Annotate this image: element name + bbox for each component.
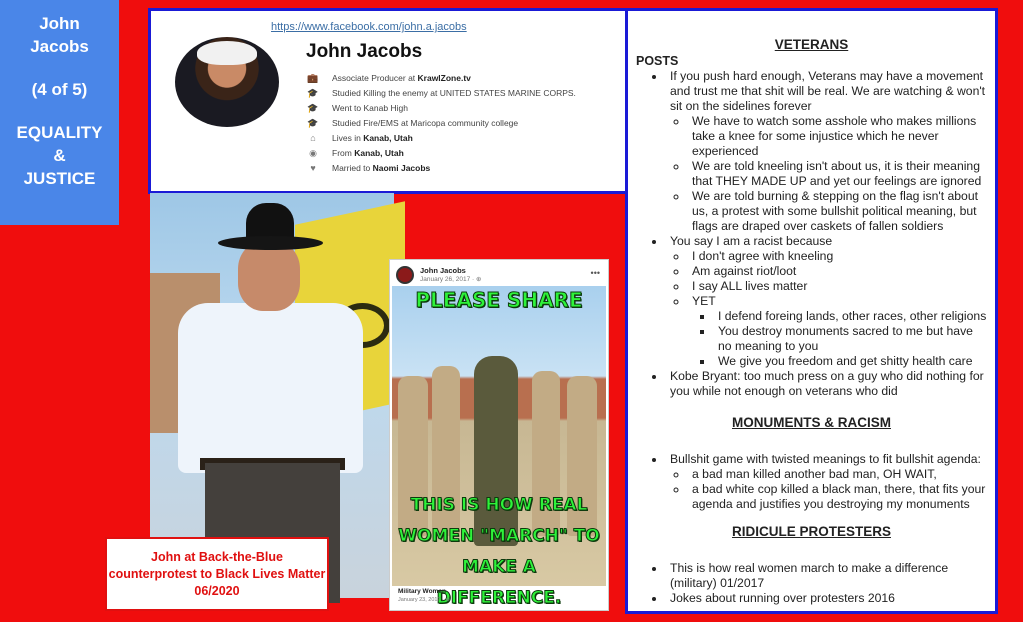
fact-lives-in: ⌂ Lives in Kanab, Utah (306, 133, 576, 143)
graduation-cap-icon: 🎓 (307, 118, 319, 128)
photo-caption: John at Back-the-Blue counterprotest to Black Lives Matter 06/2020 (105, 537, 329, 611)
theme-label: EQUALITY & JUSTICE (16, 123, 103, 188)
more-options-icon[interactable]: ••• (590, 268, 600, 278)
list-item: • You say I am a racist because ◦ I don't agree with kneeling ◦ Am against riot/loot ◦ I say ALL lives matter ◦ YET ▪ I defend foreing lands, other races, other religions ▪ You destroy monuments sacred to me but have no meaning to you ▪ We give you freedom and get shitty health care (666, 234, 987, 369)
heart-icon: ♥ (310, 163, 316, 173)
profile-avatar (175, 37, 279, 127)
post-date: January 26, 2017 · ⊕ (420, 276, 482, 283)
post-top-text: PLEASE SHARE (415, 288, 583, 312)
fact-education-usmc: 🎓 Studied Killing the enemy at UNITED STATES MARINE CORPS. (307, 88, 576, 98)
list-item: ▪ We give you freedom and get shitty health care (714, 354, 987, 369)
shared-page-date: January 23, 2017 · ⊕ (398, 597, 451, 603)
list-item: ◦ I don't agree with kneeling (688, 249, 987, 264)
list-item: ▪ I defend foreing lands, other races, other religions (714, 309, 987, 324)
fact-work: 💼 Associate Producer at KrawlZone.tv (307, 73, 471, 83)
list-item: ◦ We have to watch some asshole who makes millions take a knee for some injustice which he never experienced (688, 114, 987, 159)
list-item: ◦ a bad white cop killed a black man, there, that fits your agenda and justifies you destroying my monuments (688, 482, 987, 512)
profile-name: John Jacobs (306, 41, 423, 62)
fact-married: ♥ Married to Naomi Jacobs (306, 163, 576, 173)
list-item: ◦ I say ALL lives matter (688, 279, 987, 294)
list-item: • Bullshit game with twisted meanings to fit bullshit agenda: ◦ a bad man killed another bad man, OH WAIT, ◦ a bad white cop killed a black man, there, that fits your agenda and justifies you destroying my monuments (666, 452, 987, 512)
location-pin-icon: ◉ (309, 148, 317, 158)
list-item: ◦ We are told burning & stepping on the flag isn't about us, a protest with some bullshit political meaning, but flags are draped over caskets of fallen soldiers (688, 189, 987, 234)
list-item: ◦ Am against riot/loot (688, 264, 987, 279)
subject-name: John Jacobs (30, 14, 89, 56)
title-box (0, 0, 119, 225)
shared-page-name[interactable]: Military Women (398, 588, 446, 595)
list-item: ◦ YET ▪ I defend foreing lands, other races, other religions ▪ You destroy monuments sacred to me but have no meaning to you ▪ We give you freedom and get shitty health care (688, 294, 987, 369)
profile-url-link[interactable]: https://www.facebook.com/john.a.jacobs (271, 21, 467, 33)
profile-facts (306, 73, 576, 178)
graduation-cap-icon: 🎓 (307, 88, 319, 98)
part-label: (4 of 5) (31, 80, 88, 99)
post-bottom-text: THIS IS HOW REAL WOMEN "MARCH" TO MAKE A DIFFERENCE. (398, 495, 600, 608)
graduation-cap-icon: 🎓 (307, 103, 319, 113)
monuments-heading: MONUMENTS & RACISM (732, 415, 891, 430)
list-item: • If you push hard enough, Veterans may have a movement and trust me that shit will be real. We are watching & won't sit on the sidelines forever ◦ We have to watch some asshole who makes millions take a knee for some injustice which he never experienced ◦ We are told kneeling isn't about us, it is their meaning that THEY MADE UP and yet our feelings are ignored ◦ We are told burning & stepping on the flag isn't about us, a protest with some bullshit political meaning, but flags are draped over caskets of fallen soldiers (666, 69, 987, 234)
list-item: • This is how real women march to make a difference (military) 01/2017 (666, 561, 987, 591)
list-item: ◦ We are told kneeling isn't about us, it is their meaning that THEY MADE UP and yet our feelings are ignored (688, 159, 987, 189)
veterans-heading: VETERANS (774, 37, 849, 52)
briefcase-icon: 💼 (307, 73, 319, 83)
fact-education-college: 🎓 Studied Fire/EMS at Maricopa community college (307, 118, 519, 128)
list-item: • Jokes about running over protesters 2016 (666, 591, 987, 606)
monuments-list (666, 452, 987, 512)
facebook-post (389, 259, 609, 611)
ridicule-list (666, 561, 987, 606)
post-author-avatar (396, 266, 414, 284)
fact-from: ◉ From Kanab, Utah (306, 148, 576, 158)
fact-education-high-school: 🎓 Went to Kanab High (307, 103, 408, 113)
veterans-list (666, 69, 987, 399)
cowboy-hat (218, 201, 323, 261)
posts-label: POSTS (636, 54, 679, 68)
notes-panel (625, 8, 998, 614)
ridicule-heading: RIDICULE PROTESTERS (731, 524, 891, 539)
facebook-profile-card (148, 8, 628, 194)
list-item: ◦ a bad man killed another bad man, OH WAIT, (688, 467, 987, 482)
home-icon: ⌂ (310, 133, 316, 143)
list-item: ▪ You destroy monuments sacred to me but have no meaning to you (714, 324, 987, 354)
post-author[interactable]: John Jacobs (420, 266, 466, 275)
list-item: • Kobe Bryant: too much press on a guy who did nothing for you while not enough on veterans who did (666, 369, 987, 399)
